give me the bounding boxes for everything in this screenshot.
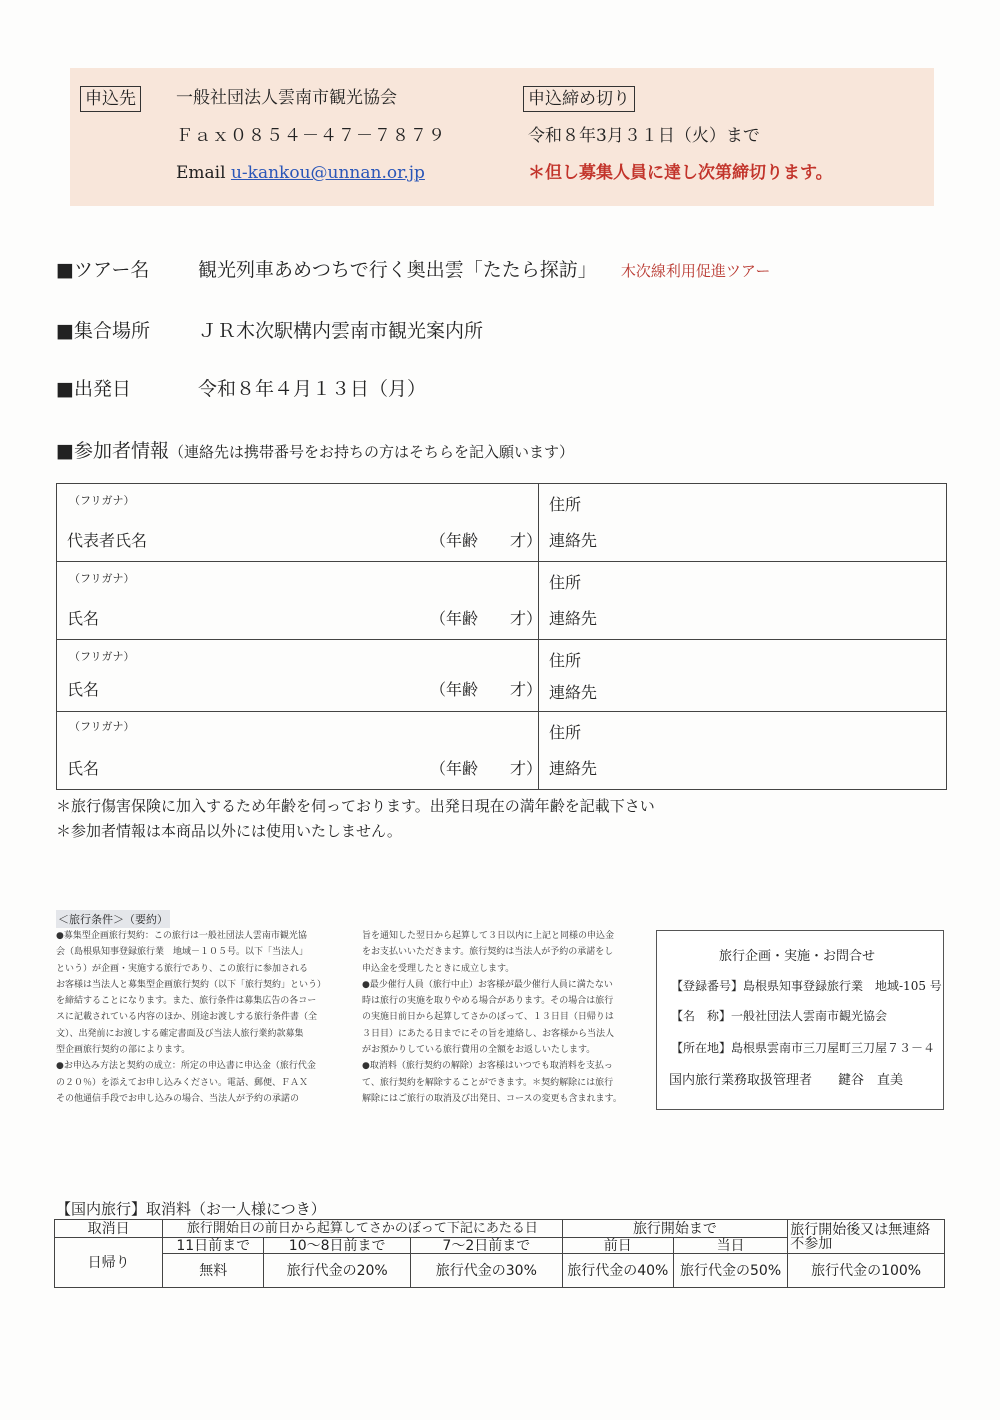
- meeting-place-label: ■集合場所: [56, 320, 150, 342]
- condition-line: ●お申込み方法と契約の成立：所定の申込書に申込金（旅行代金: [56, 1061, 316, 1072]
- address-label: 住所: [549, 651, 582, 670]
- age-label: （年齢 才）: [430, 609, 543, 628]
- header-same-day: 当日: [673, 1238, 787, 1254]
- fee-previous-day: 旅行代金の40%: [562, 1254, 673, 1288]
- deadline-tag: 申込締め切り: [523, 86, 635, 112]
- organization-name: 【名 称】一般社団法人雲南市観光協会: [671, 1009, 888, 1023]
- deadline-date: 令和８年3月３１日（火）まで: [528, 126, 760, 146]
- condition-line: ３日目）にあたる日までにその旨を連絡し、お客様から当法人: [362, 1028, 615, 1039]
- registration-number: 【登録番号】島根県知事登録旅行業 地域-105 号: [671, 979, 942, 993]
- age-label: （年齢 才）: [430, 759, 543, 778]
- participants-table: [56, 483, 947, 790]
- condition-line: 旨を通知した翌日から起算して３日以内に上記と同様の申込金: [362, 931, 615, 941]
- contact-label: 連絡先: [549, 759, 598, 778]
- participant-row: [57, 484, 947, 562]
- tour-name-line: [56, 257, 770, 284]
- condition-line: がお預かりしている旅行費用の全額をお返しいたします。: [362, 1045, 596, 1056]
- departure-label: ■出発日: [56, 378, 131, 400]
- meeting-place: ＪＲ木次駅構内雲南市観光案内所: [198, 320, 484, 342]
- condition-line: 文）、出発前にお渡しする確定書面及び当法人旅行業約款募集: [56, 1028, 304, 1039]
- name-label: 氏名: [67, 759, 100, 778]
- email-link[interactable]: u-kankou@unnan.or.jp: [230, 163, 425, 183]
- age-note: ＊旅行傷害保険に加入するため年齢を伺っております。出発日現在の満年齢を記載下さい: [56, 797, 655, 815]
- fee-7-2-days: 旅行代金の30%: [410, 1254, 562, 1288]
- fee-10-8-days: 旅行代金の20%: [264, 1254, 411, 1288]
- deadline-note: ＊但し募集人員に達し次第締切ります。: [528, 163, 833, 183]
- participants-label: ■参加者情報: [56, 440, 169, 462]
- contact-label: 連絡先: [549, 683, 598, 702]
- participant-row: [57, 562, 947, 640]
- contact-label: 連絡先: [549, 531, 598, 550]
- address-label: 住所: [549, 573, 582, 592]
- participant-name-cell[interactable]: [57, 640, 543, 712]
- header-10-8-days: 10～8日前まで: [264, 1238, 411, 1254]
- furigana-label: （フリガナ）: [69, 650, 135, 663]
- tour-name-label: ■ツアー名: [56, 259, 150, 281]
- address-label: 住所: [549, 723, 582, 742]
- header-11-days: 11日前まで: [163, 1238, 264, 1254]
- address-label: 住所: [549, 495, 582, 514]
- condition-line: の２０％）を添えてお申し込みください。電話、郵便、ＦＡＸ: [56, 1077, 309, 1088]
- participant-name-cell[interactable]: [57, 712, 543, 790]
- condition-line: の実施日前日から起算してさかのぼって、１３日目（日帰りは: [362, 1012, 614, 1023]
- org-name: 一般社団法人雲南市観光協会: [176, 88, 397, 108]
- condition-line: スに記載されている内容のほか、別途お渡しする旅行条件書（全: [56, 1012, 318, 1023]
- header-7-2-days: 7～2日前まで: [410, 1238, 562, 1254]
- privacy-note: ＊参加者情報は本商品以外には使用いたしません。: [56, 822, 402, 840]
- condition-line: をお支払いいただきます。旅行契約は当法人が予約の承諾をし: [362, 947, 614, 958]
- condition-line: て、旅行契約を解除することができます。＊契約解除には旅行: [362, 1077, 614, 1088]
- fee-11-days: 無料: [163, 1254, 264, 1288]
- name-label: 氏名: [67, 609, 100, 628]
- inquiry-box: [656, 930, 944, 1110]
- cancellation-title: 【国内旅行】取消料（お一人様につき）: [56, 1200, 326, 1218]
- departure-line: [56, 376, 426, 402]
- email-line: [176, 161, 425, 185]
- furigana-label: （フリガナ）: [69, 572, 135, 585]
- travel-manager: 国内旅行業務取扱管理者 鍵谷 直美: [669, 1073, 904, 1088]
- header-previous-day: 前日: [562, 1238, 673, 1254]
- header-cancel-day: 取消日: [55, 1220, 163, 1238]
- meeting-place-line: [56, 318, 483, 344]
- participant-name-cell[interactable]: [57, 562, 543, 640]
- condition-line: ●取消料（旅行契約の解除）お客様はいつでも取消料を支払っ: [362, 1061, 613, 1072]
- condition-line: 申込金を受理したときに成立します。: [362, 963, 515, 974]
- tour-name-note: 木次線利用促進ツアー: [620, 262, 771, 280]
- participants-heading: [56, 438, 574, 465]
- condition-line: 型企画旅行契約の部によります。: [56, 1045, 191, 1056]
- cancellation-table: [54, 1219, 945, 1288]
- participant-contact-cell[interactable]: [539, 640, 947, 712]
- furigana-label: （フリガナ）: [69, 720, 135, 733]
- contact-label: 連絡先: [549, 609, 598, 628]
- fee-after-start: 旅行代金の100%: [788, 1254, 945, 1288]
- condition-line: ●最少催行人員（旅行中止）お客様が最少催行人員に満たない: [362, 979, 613, 990]
- participant-contact-cell[interactable]: [539, 484, 947, 562]
- conditions-column-2: [362, 928, 642, 1107]
- header-days-before: 旅行開始日の前日から起算してさかのぼって下記にあたる日: [163, 1220, 562, 1238]
- furigana-label: （フリガナ）: [69, 494, 135, 507]
- email-label: Email: [176, 163, 226, 183]
- departure-date: 令和８年４月１３日（月）: [198, 378, 427, 400]
- condition-line: を締結することになります。また、旅行条件は募集広告の各コー: [56, 996, 317, 1007]
- organization-address: 【所在地】島根県雲南市三刀屋町三刀屋７３－４: [671, 1041, 936, 1055]
- participants-note: （連絡先は携帯番号をお持ちの方はそちらを記入願います）: [168, 443, 574, 461]
- name-label: 氏名: [67, 680, 100, 699]
- condition-line: その他通信手段でお申し込みの場合、当法人が予約の承諾の: [56, 1093, 300, 1104]
- fax-number: Ｆａｘ０８５４－４７－７８７９: [176, 126, 446, 146]
- tour-name: 観光列車あめつちで行く奥出雲「たたら探訪」: [198, 259, 597, 281]
- header-until-start: 旅行開始まで: [562, 1220, 788, 1238]
- participant-name-cell[interactable]: [57, 484, 543, 562]
- participant-row: [57, 712, 947, 790]
- condition-line: 会（島根県知事登録旅行業 地域－１０５号。以下「当法人」: [56, 947, 309, 958]
- row-label-day-trip: 日帰り: [55, 1238, 163, 1288]
- fee-same-day: 旅行代金の50%: [673, 1254, 787, 1288]
- participant-contact-cell[interactable]: [539, 712, 947, 790]
- condition-line: 解除にはご旅行の取消及び出発日、コースの変更も含まれます。: [362, 1093, 622, 1104]
- condition-line: 時は旅行の実施を取りやめる場合があります。その場合は旅行: [362, 996, 614, 1007]
- conditions-title: ＜旅行条件＞（要約）: [56, 910, 170, 928]
- condition-line: お客様は当法人と募集型企画旅行契約（以下「旅行契約」という）: [56, 979, 327, 990]
- condition-line: という）が企画・実施する旅行であり、この旅行に参加される: [56, 963, 309, 974]
- participant-row: [57, 640, 947, 712]
- conditions-column-1: [56, 928, 356, 1107]
- participant-contact-cell[interactable]: [539, 562, 947, 640]
- condition-line: ●募集型企画旅行契約：この旅行は一般社団法人雲南市観光協: [56, 931, 307, 941]
- age-label: （年齢 才）: [430, 680, 543, 699]
- inquiry-title: 旅行企画・実施・お問合せ: [719, 949, 876, 964]
- apply-to-tag: 申込先: [80, 86, 141, 112]
- header-after-start: 旅行開始後又は無連絡不参加: [788, 1220, 945, 1254]
- name-label: 代表者氏名: [67, 531, 148, 550]
- age-label: （年齢 才）: [430, 531, 543, 550]
- contact-box: [70, 68, 934, 206]
